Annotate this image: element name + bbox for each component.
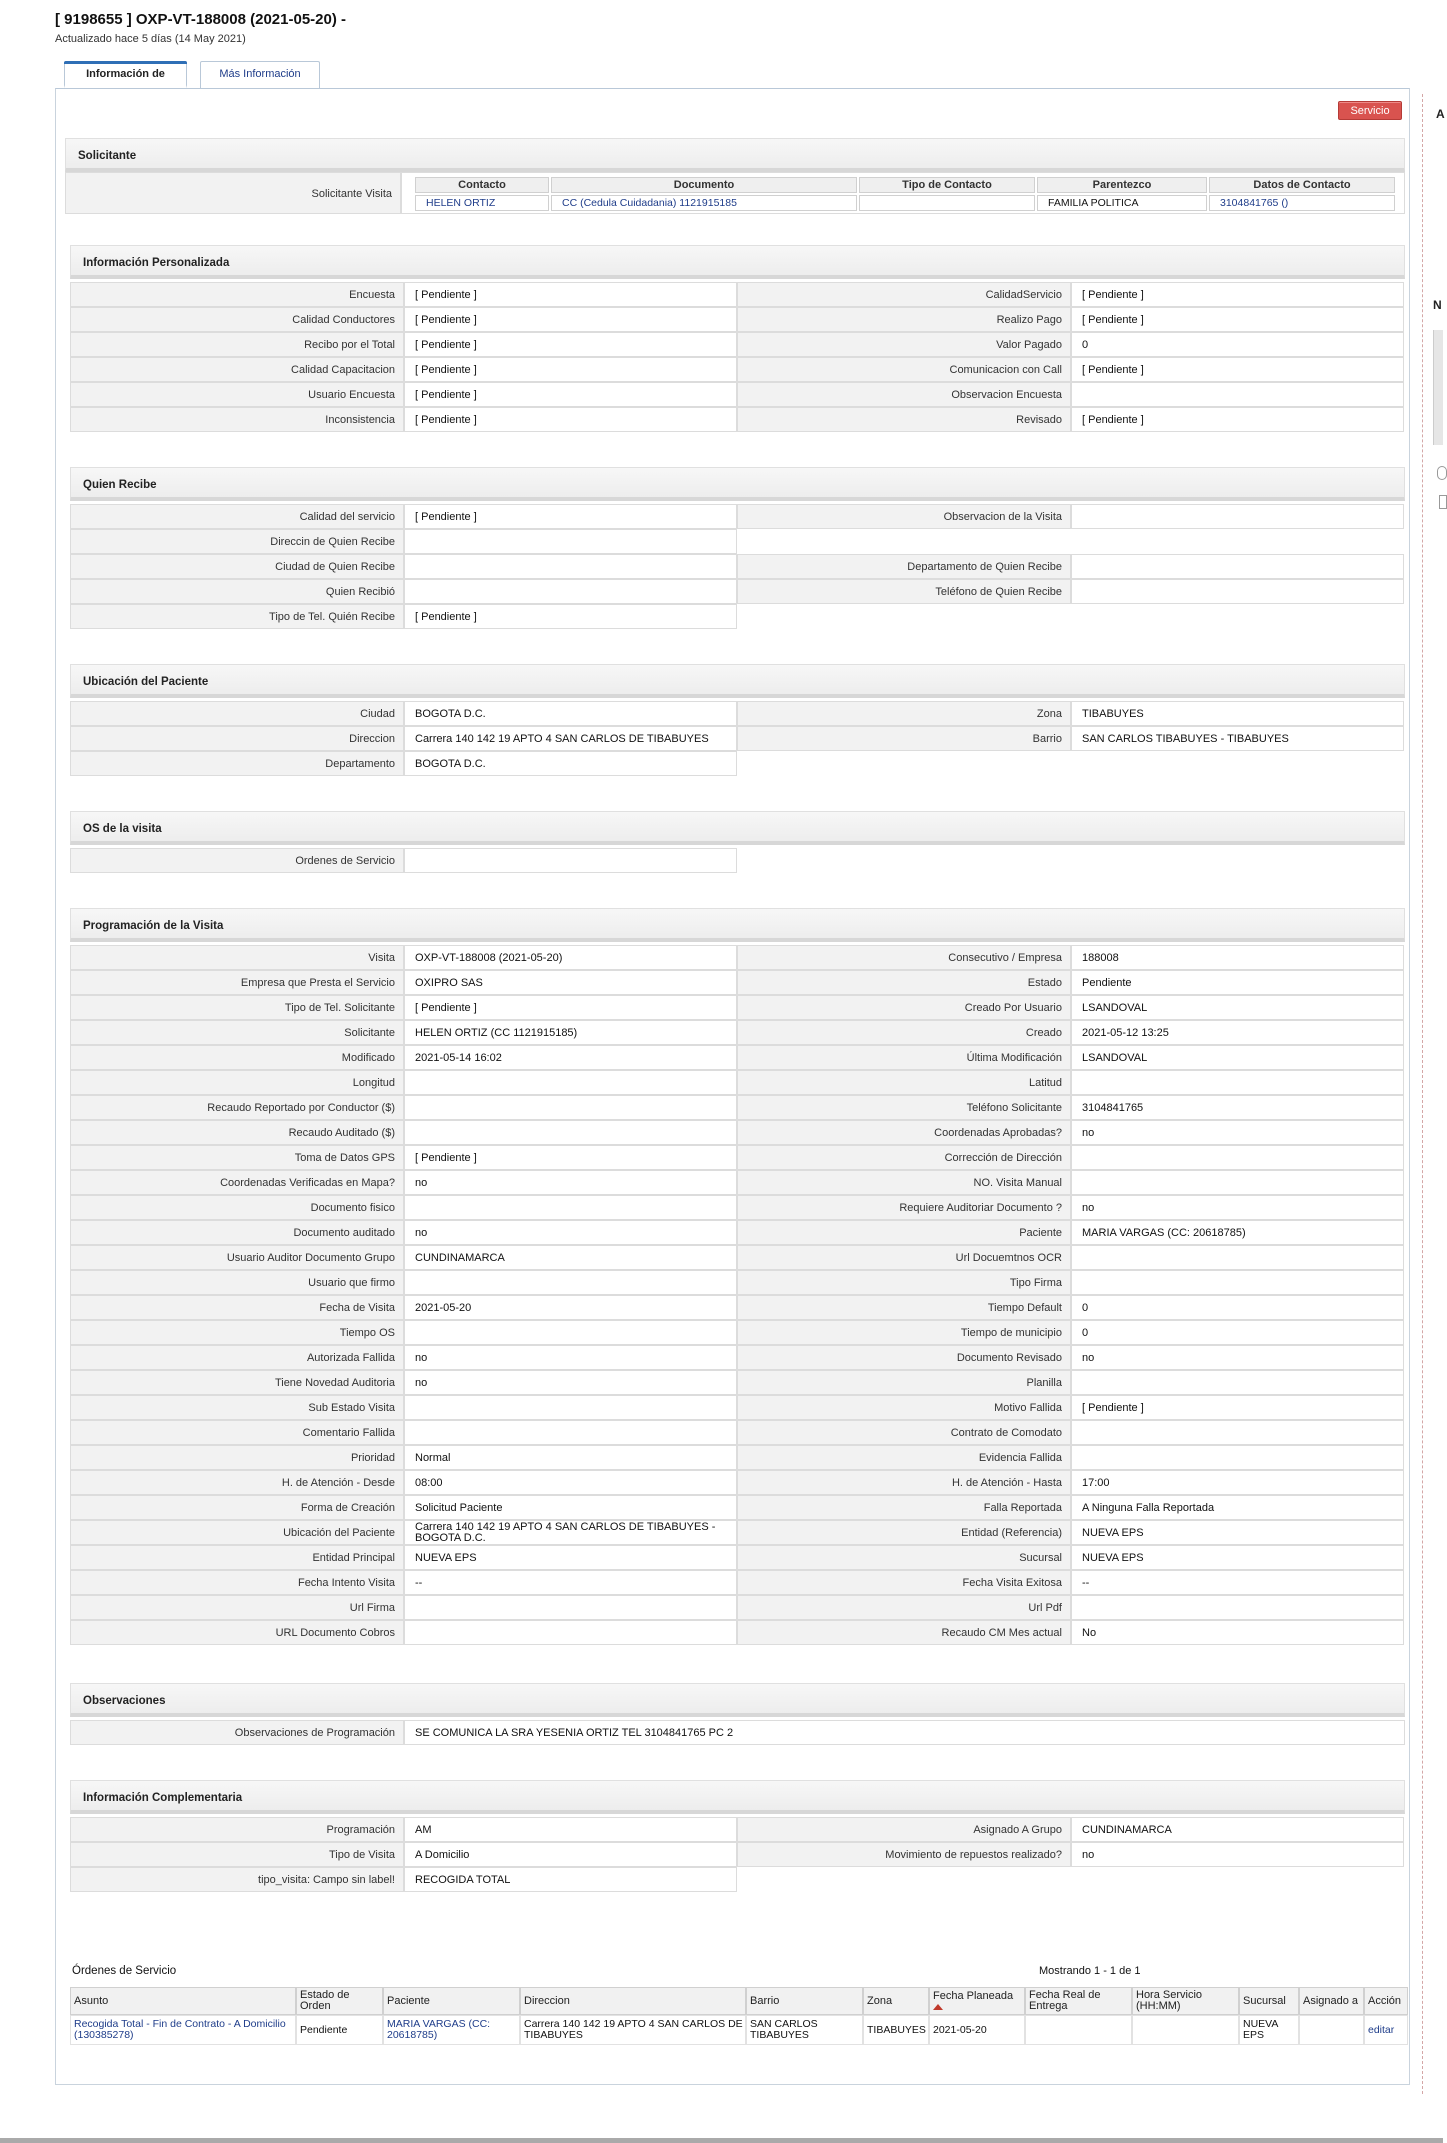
col-datos-contacto: Datos de Contacto xyxy=(1209,177,1395,193)
barrio-label: Barrio xyxy=(737,726,1071,751)
departamento-label: Departamento xyxy=(70,751,404,776)
recaudo-cm-mes-actual-value: No xyxy=(1071,1620,1404,1645)
col-fecha-real-entrega[interactable]: Fecha Real de Entrega xyxy=(1025,1987,1132,2015)
autorizada-fallida-label: Autorizada Fallida xyxy=(70,1345,404,1370)
departamento-de-quien-recibe-label: Departamento de Quien Recibe xyxy=(737,554,1071,579)
departamento-de-quien-recibe-value xyxy=(1071,554,1404,579)
asignado-a-grupo-label: Asignado A Grupo xyxy=(737,1817,1071,1842)
autorizada-fallida-value: no xyxy=(404,1345,737,1370)
col-sucursal[interactable]: Sucursal xyxy=(1239,1987,1299,2015)
col-fecha-planeada[interactable] xyxy=(929,1987,1025,2015)
side-panel-scroll[interactable] xyxy=(1433,330,1443,445)
ultima-modificacion-label: Última Modificación xyxy=(737,1045,1071,1070)
orden-editar-link[interactable]: editar xyxy=(1364,2015,1408,2045)
ordenes-table xyxy=(70,1987,1408,2053)
side-panel-checkbox[interactable] xyxy=(1439,495,1447,509)
prioridad-label: Prioridad xyxy=(70,1445,404,1470)
section-title: Información Personalizada xyxy=(70,245,1405,279)
url-firma-value xyxy=(404,1595,737,1620)
fecha-visita-exitosa-value: -- xyxy=(1071,1570,1404,1595)
h-de-atencion-desde-label: H. de Atención - Desde xyxy=(70,1470,404,1495)
url-docuemtnos-ocr-label: Url Docuemtnos OCR xyxy=(737,1245,1071,1270)
tab-informacion[interactable]: Información de xyxy=(64,61,187,88)
usuario-auditor-documento-grupo-value: CUNDINAMARCA xyxy=(404,1245,737,1270)
contacto-value[interactable]: HELEN ORTIZ xyxy=(415,195,549,211)
url-pdf-label: Url Pdf xyxy=(737,1595,1071,1620)
zona-label: Zona xyxy=(737,701,1071,726)
tipo-de-tel-quien-recibe-value: [ Pendiente ] xyxy=(404,604,737,629)
correccion-de-direccion-value xyxy=(1071,1145,1404,1170)
entidad-referencia-label: Entidad (Referencia) xyxy=(737,1520,1071,1545)
documento-auditado-label: Documento auditado xyxy=(70,1220,404,1245)
col-parentezco: Parentezco xyxy=(1037,177,1207,193)
sub-estado-visita-value xyxy=(404,1395,737,1420)
departamento-value: BOGOTA D.C. xyxy=(404,751,737,776)
calidad-capacitacion-label: Calidad Capacitacion xyxy=(70,357,404,382)
section-title: Programación de la Visita xyxy=(70,908,1405,942)
calidadservicio-label: CalidadServicio xyxy=(737,282,1071,307)
tiempo-default-value: 0 xyxy=(1071,1295,1404,1320)
no-visita-manual-label: NO. Visita Manual xyxy=(737,1170,1071,1195)
tipo-de-tel-solicitante-label: Tipo de Tel. Solicitante xyxy=(70,995,404,1020)
complementaria-grid xyxy=(70,1814,1405,1892)
recibo-por-el-total-label: Recibo por el Total xyxy=(70,332,404,357)
motivo-fallida-value: [ Pendiente ] xyxy=(1071,1395,1404,1420)
valor-pagado-value: 0 xyxy=(1071,332,1404,357)
section-title: OS de la visita xyxy=(70,811,1405,845)
contrato-de-comodato-value xyxy=(1071,1420,1404,1445)
contrato-de-comodato-label: Contrato de Comodato xyxy=(737,1420,1071,1445)
ordenes-title: Órdenes de Servicio xyxy=(72,1965,177,1977)
calidad-conductores-value: [ Pendiente ] xyxy=(404,307,737,332)
fecha-de-visita-label: Fecha de Visita xyxy=(70,1295,404,1320)
col-zona[interactable]: Zona xyxy=(863,1987,929,2015)
observacion-encuesta-value xyxy=(1071,382,1404,407)
calidad-conductores-label: Calidad Conductores xyxy=(70,307,404,332)
section-title: Observaciones xyxy=(70,1683,1405,1717)
planilla-label: Planilla xyxy=(737,1370,1071,1395)
direccion-label: Direccion xyxy=(70,726,404,751)
ciudad-label: Ciudad xyxy=(70,701,404,726)
tiempo-os-label: Tiempo OS xyxy=(70,1320,404,1345)
url-docuemtnos-ocr-value xyxy=(1071,1245,1404,1270)
comentario-fallida-value xyxy=(404,1420,737,1445)
parentezco-value: FAMILIA POLITICA xyxy=(1037,195,1207,211)
side-panel-letter-a: A xyxy=(1436,107,1445,121)
page-title: [ 9198655 ] OXP-VT-188008 (2021-05-20) - xyxy=(55,11,346,28)
evidencia-fallida-label: Evidencia Fallida xyxy=(737,1445,1071,1470)
creado-label: Creado xyxy=(737,1020,1071,1045)
paciente-value[interactable]: MARIA VARGAS (CC: 20618785) xyxy=(1071,1220,1404,1245)
toma-de-datos-gps-label: Toma de Datos GPS xyxy=(70,1145,404,1170)
observacion-encuesta-label: Observacion Encuesta xyxy=(737,382,1071,407)
forma-de-creacion-label: Forma de Creación xyxy=(70,1495,404,1520)
entidad-referencia-value[interactable]: NUEVA EPS xyxy=(1071,1520,1404,1545)
motivo-fallida-label: Motivo Fallida xyxy=(737,1395,1071,1420)
latitud-value xyxy=(1071,1070,1404,1095)
tipo-visita-campo-sin-label-label: tipo_visita: Campo sin label! xyxy=(70,1867,404,1892)
orden-sucursal: NUEVA EPS xyxy=(1239,2015,1299,2045)
ordenes-de-servicio-value xyxy=(404,848,737,873)
consecutivo-empresa-label: Consecutivo / Empresa xyxy=(737,945,1071,970)
section-os-visita xyxy=(70,811,1405,873)
section-quien-recibe xyxy=(70,467,1405,629)
tiene-novedad-auditoria-value: no xyxy=(404,1370,737,1395)
orden-asignado-a xyxy=(1299,2015,1364,2045)
tiempo-de-municipio-value: 0 xyxy=(1071,1320,1404,1345)
col-asignado-a[interactable]: Asignado a xyxy=(1299,1987,1364,2015)
section-programacion-visita xyxy=(70,908,1405,1645)
creado-por-usuario-label: Creado Por Usuario xyxy=(737,995,1071,1020)
empresa-que-presta-el-servicio-value[interactable]: OXIPRO SAS xyxy=(404,970,737,995)
orden-asunto-link[interactable]: Recogida Total - Fin de Contrato - A Domicilio (130385278) xyxy=(70,2015,296,2045)
orden-direccion: Carrera 140 142 19 APTO 4 SAN CARLOS DE TIBABUYES xyxy=(520,2015,746,2045)
comunicacion-con-call-label: Comunicacion con Call xyxy=(737,357,1071,382)
side-panel-letter-n: N xyxy=(1433,298,1442,312)
consecutivo-empresa-value: 188008 xyxy=(1071,945,1404,970)
h-de-atencion-hasta-value: 17:00 xyxy=(1071,1470,1404,1495)
creado-por-usuario-value: LSANDOVAL xyxy=(1071,995,1404,1020)
bottom-border xyxy=(0,2138,1443,2143)
calidad-del-servicio-label: Calidad del servicio xyxy=(70,504,404,529)
calidad-capacitacion-value: [ Pendiente ] xyxy=(404,357,737,382)
telefono-solicitante-label: Teléfono Solicitante xyxy=(737,1095,1071,1120)
visita-value: OXP-VT-188008 (2021-05-20) xyxy=(404,945,737,970)
solicitante-label: Solicitante xyxy=(70,1020,404,1045)
orden-fecha-planeada: 2021-05-20 xyxy=(929,2015,1025,2045)
observacion-de-la-visita-value xyxy=(1071,504,1404,529)
orden-barrio: SAN CARLOS TIBABUYES xyxy=(746,2015,863,2045)
ordenes-pagination-count: Mostrando 1 - 1 de 1 xyxy=(1039,1965,1141,1977)
side-panel-search-icon[interactable] xyxy=(1437,466,1447,480)
tipo-de-visita-label: Tipo de Visita xyxy=(70,1842,404,1867)
fecha-intento-visita-label: Fecha Intento Visita xyxy=(70,1570,404,1595)
url-documento-cobros-label: URL Documento Cobros xyxy=(70,1620,404,1645)
usuario-que-firmo-value xyxy=(404,1270,737,1295)
ciudad-value: BOGOTA D.C. xyxy=(404,701,737,726)
coordenadas-aprobadas-label: Coordenadas Aprobadas? xyxy=(737,1120,1071,1145)
observacion-de-la-visita-label: Observacion de la Visita xyxy=(737,504,1071,529)
col-fecha-planeada-label: Fecha Planeada xyxy=(933,1990,1014,2002)
inconsistencia-label: Inconsistencia xyxy=(70,407,404,432)
recaudo-auditado-label: Recaudo Auditado ($) xyxy=(70,1120,404,1145)
telefono-solicitante-value: 3104841765 xyxy=(1071,1095,1404,1120)
ciudad-de-quien-recibe-label: Ciudad de Quien Recibe xyxy=(70,554,404,579)
entidad-principal-label: Entidad Principal xyxy=(70,1545,404,1570)
h-de-atencion-hasta-label: H. de Atención - Hasta xyxy=(737,1470,1071,1495)
recaudo-reportado-por-conductor-label: Recaudo Reportado por Conductor ($) xyxy=(70,1095,404,1120)
direccin-de-quien-recibe-label: Direccin de Quien Recibe xyxy=(70,529,404,554)
fecha-de-visita-value: 2021-05-20 xyxy=(404,1295,737,1320)
section-observaciones xyxy=(70,1683,1405,1745)
programacion-value: AM xyxy=(404,1817,737,1842)
paciente-label: Paciente xyxy=(737,1220,1071,1245)
falla-reportada-label: Falla Reportada xyxy=(737,1495,1071,1520)
observaciones-programacion-value: SE COMUNICA LA SRA YESENIA ORTIZ TEL 3104841765 PC 2 xyxy=(404,1720,1405,1745)
fecha-intento-visita-value: -- xyxy=(404,1570,737,1595)
orden-zona: TIBABUYES xyxy=(863,2015,929,2045)
calidad-del-servicio-value: [ Pendiente ] xyxy=(404,504,737,529)
tipo-de-tel-quien-recibe-label: Tipo de Tel. Quién Recibe xyxy=(70,604,404,629)
tiempo-de-municipio-label: Tiempo de municipio xyxy=(737,1320,1071,1345)
col-accion: Acción xyxy=(1364,1987,1408,2015)
ultima-modificacion-value: LSANDOVAL xyxy=(1071,1045,1404,1070)
orden-paciente-link[interactable]: MARIA VARGAS (CC: 20618785) xyxy=(383,2015,520,2045)
section-informacion-personalizada xyxy=(70,245,1405,432)
section-title: Ubicación del Paciente xyxy=(70,664,1405,698)
col-tipo-contacto: Tipo de Contacto xyxy=(859,177,1035,193)
valor-pagado-label: Valor Pagado xyxy=(737,332,1071,357)
telefono-de-quien-recibe-label: Teléfono de Quien Recibe xyxy=(737,579,1071,604)
documento-value: CC (Cedula Cuidadania) 1121915185 xyxy=(551,195,857,211)
empresa-que-presta-el-servicio-label: Empresa que Presta el Servicio xyxy=(70,970,404,995)
comentario-fallida-label: Comentario Fallida xyxy=(70,1420,404,1445)
asignado-a-grupo-value: CUNDINAMARCA xyxy=(1071,1817,1404,1842)
col-barrio[interactable]: Barrio xyxy=(746,1987,863,2015)
quien-recibio-label: Quien Recibió xyxy=(70,579,404,604)
tipo-contacto-value xyxy=(859,195,1035,211)
col-documento: Documento xyxy=(551,177,857,193)
col-estado-orden[interactable]: Estado de Orden xyxy=(296,1987,383,2015)
ubicacion-del-paciente-label: Ubicación del Paciente xyxy=(70,1520,404,1545)
telefono-de-quien-recibe-value xyxy=(1071,579,1404,604)
usuario-encuesta-value: [ Pendiente ] xyxy=(404,382,737,407)
usuario-que-firmo-label: Usuario que firmo xyxy=(70,1270,404,1295)
section-solicitante xyxy=(65,138,1405,214)
section-title: Quien Recibe xyxy=(70,467,1405,501)
orden-estado: Pendiente xyxy=(296,2015,383,2045)
zona-value: TIBABUYES xyxy=(1071,701,1404,726)
barrio-value: SAN CARLOS TIBABUYES - TIBABUYES xyxy=(1071,726,1404,751)
col-asunto[interactable]: Asunto xyxy=(70,1987,296,2015)
sub-estado-visita-label: Sub Estado Visita xyxy=(70,1395,404,1420)
documento-auditado-value: no xyxy=(404,1220,737,1245)
falla-reportada-value: A Ninguna Falla Reportada xyxy=(1071,1495,1404,1520)
quien-recibio-value xyxy=(404,579,737,604)
comunicacion-con-call-value: [ Pendiente ] xyxy=(1071,357,1404,382)
movimiento-de-repuestos-realizado-label: Movimiento de repuestos realizado? xyxy=(737,1842,1071,1867)
page-header xyxy=(55,11,915,45)
inconsistencia-value: [ Pendiente ] xyxy=(404,407,737,432)
encuesta-label: Encuesta xyxy=(70,282,404,307)
section-ubicacion-paciente xyxy=(70,664,1405,776)
tiempo-default-label: Tiempo Default xyxy=(737,1295,1071,1320)
url-pdf-value xyxy=(1071,1595,1404,1620)
sucursal-label: Sucursal xyxy=(737,1545,1071,1570)
evidencia-fallida-value xyxy=(1071,1445,1404,1470)
sucursal-value[interactable]: NUEVA EPS xyxy=(1071,1545,1404,1570)
os-visita-grid xyxy=(70,845,1405,873)
section-title: Solicitante xyxy=(65,138,1405,172)
latitud-label: Latitud xyxy=(737,1070,1071,1095)
tiempo-os-value xyxy=(404,1320,737,1345)
observaciones-programacion-label: Observaciones de Programación xyxy=(70,1720,404,1745)
encuesta-value: [ Pendiente ] xyxy=(404,282,737,307)
tipo-visita-campo-sin-label-value: RECOGIDA TOTAL xyxy=(404,1867,737,1892)
programacion-grid xyxy=(70,942,1405,1645)
tipo-de-visita-value: A Domicilio xyxy=(404,1842,737,1867)
direccion-value: Carrera 140 142 19 APTO 4 SAN CARLOS DE TIBABUYES xyxy=(404,726,737,751)
fecha-visita-exitosa-label: Fecha Visita Exitosa xyxy=(737,1570,1071,1595)
coordenadas-verificadas-en-mapa-value: no xyxy=(404,1170,737,1195)
orden-fecha-real xyxy=(1025,2015,1132,2045)
url-firma-label: Url Firma xyxy=(70,1595,404,1620)
col-hora-servicio[interactable]: Hora Servicio (HH:MM) xyxy=(1132,1987,1239,2015)
longitud-value xyxy=(404,1070,737,1095)
col-paciente[interactable]: Paciente xyxy=(383,1987,520,2015)
documento-fisico-label: Documento fisico xyxy=(70,1195,404,1220)
revisado-value: [ Pendiente ] xyxy=(1071,407,1404,432)
toma-de-datos-gps-value: [ Pendiente ] xyxy=(404,1145,737,1170)
sort-ascending-icon xyxy=(933,2004,943,2010)
col-contacto: Contacto xyxy=(415,177,549,193)
quien-recibe-grid xyxy=(70,501,1405,629)
planilla-value xyxy=(1071,1370,1404,1395)
recaudo-cm-mes-actual-label: Recaudo CM Mes actual xyxy=(737,1620,1071,1645)
creado-value: 2021-05-12 13:25 xyxy=(1071,1020,1404,1045)
personalizada-grid xyxy=(70,279,1405,432)
correccion-de-direccion-label: Corrección de Dirección xyxy=(737,1145,1071,1170)
revisado-label: Revisado xyxy=(737,407,1071,432)
coordenadas-verificadas-en-mapa-label: Coordenadas Verificadas en Mapa? xyxy=(70,1170,404,1195)
section-informacion-complementaria xyxy=(70,1780,1405,1892)
prioridad-value: Normal xyxy=(404,1445,737,1470)
requiere-auditoriar-documento-label: Requiere Auditoriar Documento ? xyxy=(737,1195,1071,1220)
entidad-principal-value: NUEVA EPS xyxy=(404,1545,737,1570)
documento-revisado-value: no xyxy=(1071,1345,1404,1370)
tipo-firma-value xyxy=(1071,1270,1404,1295)
ordenes-de-servicio-label: Ordenes de Servicio xyxy=(70,848,404,873)
orden-hora-servicio xyxy=(1132,2015,1239,2045)
visita-label: Visita xyxy=(70,945,404,970)
section-title: Información Complementaria xyxy=(70,1780,1405,1814)
tiene-novedad-auditoria-label: Tiene Novedad Auditoria xyxy=(70,1370,404,1395)
tipo-de-tel-solicitante-value: [ Pendiente ] xyxy=(404,995,737,1020)
calidadservicio-value: [ Pendiente ] xyxy=(1071,282,1404,307)
recaudo-auditado-value xyxy=(404,1120,737,1145)
movimiento-de-repuestos-realizado-value: no xyxy=(1071,1842,1404,1867)
estado-value: Pendiente xyxy=(1071,970,1404,995)
ubicacion-del-paciente-value: Carrera 140 142 19 APTO 4 SAN CARLOS DE TIBABUYES - BOGOTA D.C. xyxy=(404,1520,737,1545)
programacion-label: Programación xyxy=(70,1817,404,1842)
documento-fisico-value xyxy=(404,1195,737,1220)
longitud-label: Longitud xyxy=(70,1070,404,1095)
requiere-auditoriar-documento-value: no xyxy=(1071,1195,1404,1220)
usuario-encuesta-label: Usuario Encuesta xyxy=(70,382,404,407)
solicitante-visita-label: Solicitante Visita xyxy=(65,172,401,214)
realizo-pago-value: [ Pendiente ] xyxy=(1071,307,1404,332)
col-direccion[interactable]: Direccion xyxy=(520,1987,746,2015)
recaudo-reportado-por-conductor-value xyxy=(404,1095,737,1120)
ciudad-de-quien-recibe-value xyxy=(404,554,737,579)
documento-revisado-label: Documento Revisado xyxy=(737,1345,1071,1370)
servicio-button[interactable]: Servicio xyxy=(1338,101,1402,120)
modificado-value: 2021-05-14 16:02 xyxy=(404,1045,737,1070)
usuario-auditor-documento-grupo-label: Usuario Auditor Documento Grupo xyxy=(70,1245,404,1270)
coordenadas-aprobadas-value: no xyxy=(1071,1120,1404,1145)
recibo-por-el-total-value: [ Pendiente ] xyxy=(404,332,737,357)
forma-de-creacion-value: Solicitud Paciente xyxy=(404,1495,737,1520)
solicitante-value: HELEN ORTIZ (CC 1121915185) xyxy=(404,1020,737,1045)
last-updated-text: Actualizado hace 5 días (14 May 2021) xyxy=(55,33,246,45)
ubicacion-grid xyxy=(70,698,1405,776)
panel-divider xyxy=(1422,94,1423,2094)
realizo-pago-label: Realizo Pago xyxy=(737,307,1071,332)
tipo-firma-label: Tipo Firma xyxy=(737,1270,1071,1295)
datos-contacto-value[interactable]: 3104841765 () xyxy=(1209,195,1395,211)
direccin-de-quien-recibe-value xyxy=(404,529,737,554)
h-de-atencion-desde-value: 08:00 xyxy=(404,1470,737,1495)
modificado-label: Modificado xyxy=(70,1045,404,1070)
no-visita-manual-value xyxy=(1071,1170,1404,1195)
tab-mas-informacion[interactable]: Más Información xyxy=(200,61,320,88)
estado-label: Estado xyxy=(737,970,1071,995)
url-documento-cobros-value xyxy=(404,1620,737,1645)
